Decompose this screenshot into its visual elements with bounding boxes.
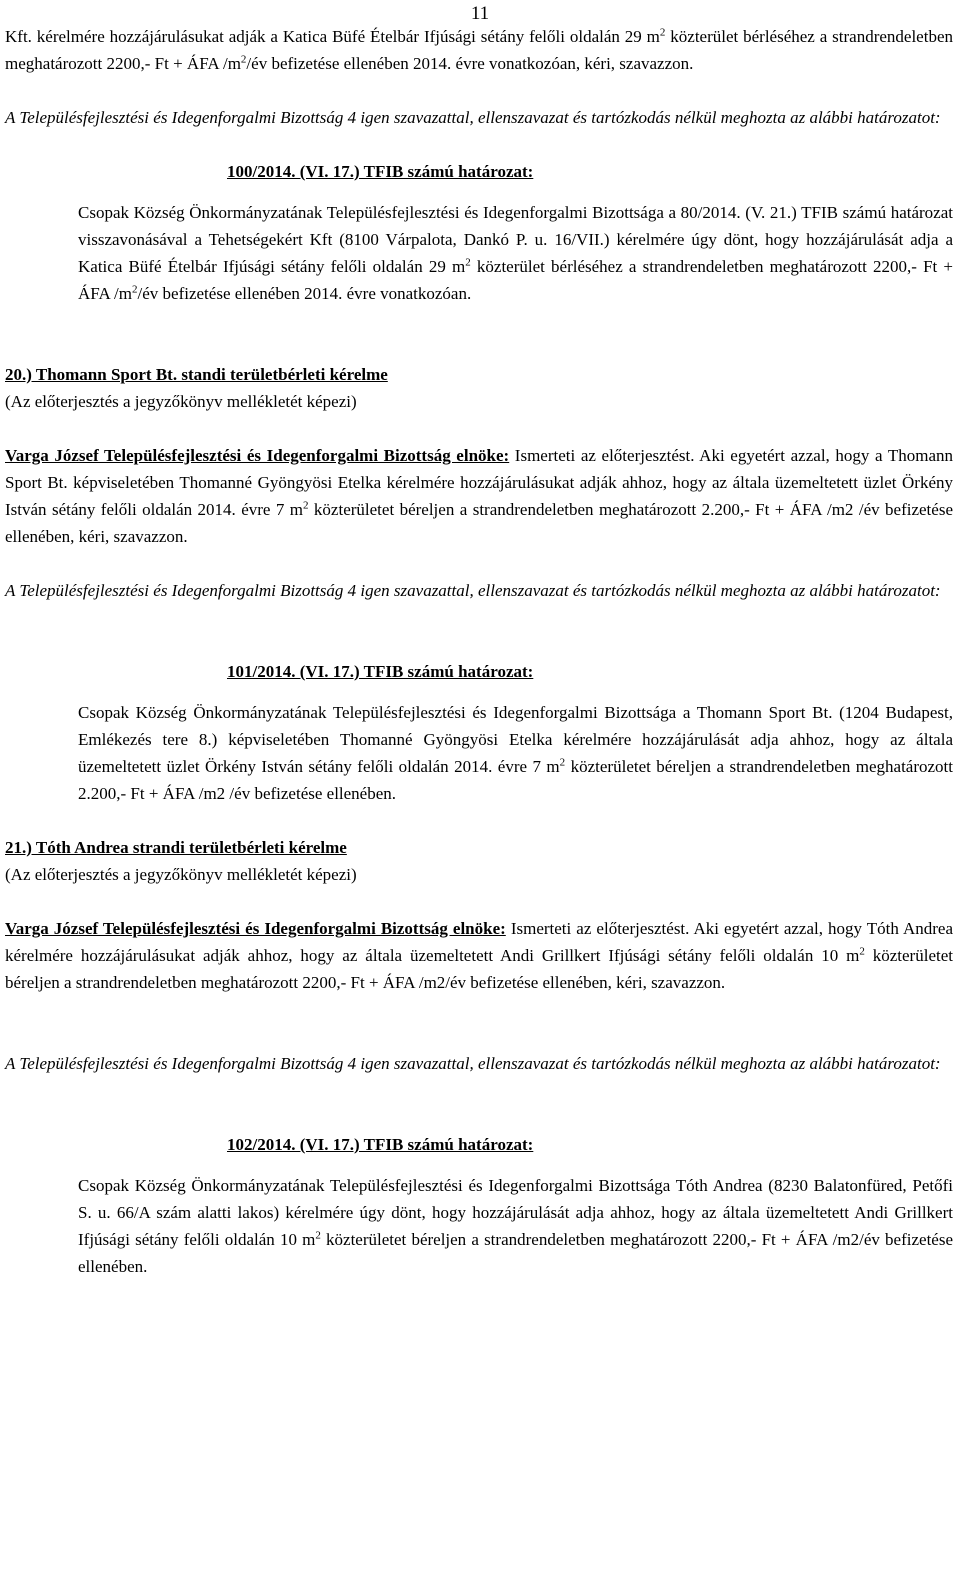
- resolution-title: 100/2014. (VI. 17.) TFIB számú határozat:: [227, 162, 534, 181]
- speaker-name: Varga József Településfejlesztési és Idegenforgalmi Bizottság elnöke:: [5, 919, 506, 938]
- resolution-title: 101/2014. (VI. 17.) TFIB számú határozat:: [227, 662, 534, 681]
- agenda-subheading: (Az előterjesztés a jegyzőkönyv mellékletét képezi): [5, 865, 357, 884]
- agenda-heading-20: 20.) Thomann Sport Bt. standi területbérleti kérelme: [5, 365, 388, 384]
- resolution-text: Csopak Község Önkormányzatának Településfejlesztési és Idegenforgalmi Bizottsága a Thomann Sport Bt. (1204 Budapest, Emlékezés tere 8.) képviseletében Thomanné Gyöngyösi Etelka kérelmére hozzájárulását adja ahhoz, hogy az általa üzemeltetett üzlet Örkény István sétány felőli oldalán 2014. évre 7 $m^2$ közterületet béreljen a strandrendeletben meghatározott 2.200,- Ft + ÁFA /m2 /év befizetése ellenében.: [78, 703, 953, 803]
- chair-speech: Varga József Településfejlesztési és Idegenforgalmi Bizottság elnöke: Ismerteti az előterjesztést. Aki egyetért azzal, hogy a Thomann Sport Bt. képviseletében Thomanné Gyöngyösi Etelka kérelmére hozzájárulásukat adják ahhoz, hogy az általa üzemeltetett üzlet Örkény István sétány felőli oldalán 2014. évre 7 $m^2$ közterületet béreljen a strandrendeletben meghatározott 2.200,- Ft + ÁFA /m2 /év befizetése ellenében, kéri, szavazzon.: [5, 446, 953, 546]
- vote-statement: A Településfejlesztési és Idegenforgalmi Bizottság 4 igen szavazattal, ellenszavazat és tartózkodás nélkül meghozta az alábbi határozatot:: [5, 108, 941, 127]
- speaker-name: Varga József Településfejlesztési és Idegenforgalmi Bizottság elnöke:: [5, 446, 510, 465]
- chair-speech: Varga József Településfejlesztési és Idegenforgalmi Bizottság elnöke: Ismerteti az előterjesztést. Aki egyetért azzal, hogy Tóth Andrea kérelmére hozzájárulásukat adják ahhoz, hogy az általa üzemeltetett Andi Grillkert Ifjúsági sétány felőli oldalán 10 $m^2$ közterületet béreljen a strandrendeletben meghatározott 2200,- Ft + ÁFA /m2/év befizetése ellenében, kéri, szavazzon.: [5, 919, 953, 992]
- agenda-subheading: (Az előterjesztés a jegyzőkönyv mellékletét képezi): [5, 392, 357, 411]
- vote-statement: A Településfejlesztési és Idegenforgalmi Bizottság 4 igen szavazattal, ellenszavazat és tartózkodás nélkül meghozta az alábbi határozatot:: [5, 1054, 941, 1073]
- resolution-text: Csopak Község Önkormányzatának Településfejlesztési és Idegenforgalmi Bizottsága a 80/2014. (V. 21.) TFIB számú határozat visszavonásával a Tehetségekért Kft (8100 Várpalota, Dankó P. u. 16/VII.) kérelmére úgy dönt, hogy hozzájárulását adja a Katica Büfé Ételbár Ifjúsági sétány felőli oldalán 29 $m^2$ közterület bérléséhez a strandrendeletben meghatározott 2200,- Ft + ÁFA $/m^2/év$ befizetése ellenében 2014. évre vonatkozóan.: [78, 203, 953, 303]
- document-body: [5, 23, 953, 1280]
- vote-statement: A Településfejlesztési és Idegenforgalmi Bizottság 4 igen szavazattal, ellenszavazat és tartózkodás nélkül meghozta az alábbi határozatot:: [5, 581, 941, 600]
- paragraph-katica-request: Kft. kérelmére hozzájárulásukat adják a Katica Büfé Ételbár Ifjúsági sétány felőli oldalán 29 $m^2$ közterület bérléséhez a strandrendeletben meghatározott 2200,- Ft + ÁFA $/m^2/év$ befizetése ellenében 2014. évre vonatkozóan, kéri, szavazzon.: [5, 26, 953, 73]
- page-number: 11: [470, 3, 490, 24]
- resolution-text: Csopak Község Önkormányzatának Településfejlesztési és Idegenforgalmi Bizottsága Tóth Andrea (8230 Balatonfüred, Petőfi S. u. 66/A szám alatti lakos) kérelmére úgy dönt, hogy hozzájárulását adja ahhoz, hogy az általa üzemeltetett Andi Grillkert Ifjúsági sétány felőli oldalán 10 $m^2$ közterületet béreljen a strandrendeletben meghatározott 2200,- Ft + ÁFA /m2/év befizetése ellenében.: [78, 1176, 953, 1276]
- agenda-heading-21: 21.) Tóth Andrea strandi területbérleti kérelme: [5, 838, 347, 857]
- resolution-title: 102/2014. (VI. 17.) TFIB számú határozat:: [227, 1135, 534, 1154]
